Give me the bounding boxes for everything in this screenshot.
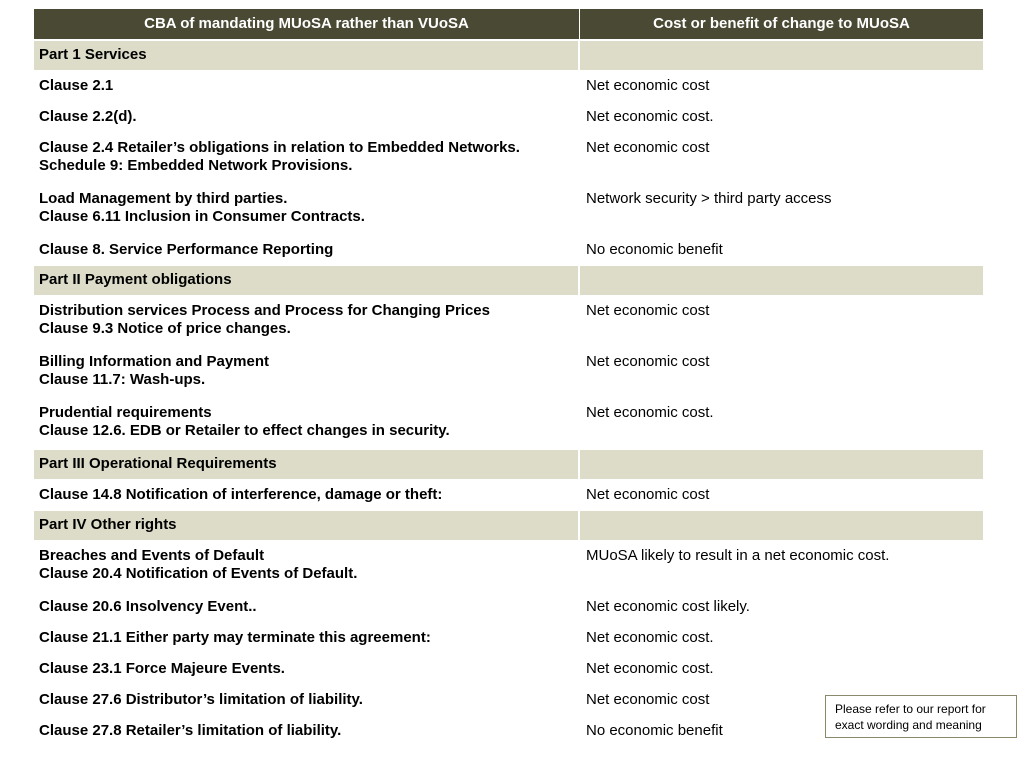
assessment-cell: Net economic cost.	[586, 629, 714, 646]
clause-text: Prudential requirements	[39, 404, 212, 421]
clause-cell	[34, 654, 580, 685]
section-blank	[580, 511, 983, 540]
table-row	[34, 592, 983, 623]
table-row	[34, 623, 983, 654]
section-title: Part III Operational Requirements	[34, 450, 580, 479]
assessment-cell: Net economic cost.	[586, 404, 714, 421]
section-header	[34, 266, 983, 296]
clause-text: Clause 20.6 Insolvency Event..	[39, 598, 257, 615]
table-row	[34, 480, 983, 511]
assessment-cell: Network security > third party access	[586, 190, 832, 207]
clause-text: Clause 9.3 Notice of price changes.	[39, 320, 291, 337]
clause-text: Clause 21.1 Either party may terminate this agreement:	[39, 629, 431, 646]
assessment-cell: No economic benefit	[586, 722, 723, 739]
clause-cell	[34, 235, 580, 266]
table-row	[34, 398, 983, 450]
clause-cell	[34, 623, 580, 654]
note-line: Please refer to our report for	[835, 702, 986, 716]
section-title: Part IV Other rights	[34, 511, 580, 540]
clause-text: Clause 27.8 Retailer’s limitation of liability.	[39, 722, 342, 739]
clause-text: Clause 20.4 Notification of Events of Default.	[39, 565, 358, 582]
cba-table	[34, 9, 983, 747]
clause-text: Clause 27.6 Distributor’s limitation of liability.	[39, 691, 363, 708]
table-header	[34, 9, 983, 41]
clause-text: Clause 14.8 Notification of interference, damage or theft:	[39, 486, 443, 503]
table-row	[34, 71, 983, 102]
clause-text: Clause 6.11 Inclusion in Consumer Contracts.	[39, 208, 365, 225]
clause-text: Clause 23.1 Force Majeure Events.	[39, 660, 285, 677]
table-row	[34, 541, 983, 592]
section-blank	[580, 41, 983, 70]
report-reference-note	[825, 695, 1017, 738]
assessment-cell: Net economic cost.	[586, 108, 714, 125]
assessment-cell: Net economic cost	[586, 691, 710, 708]
clause-text: Schedule 9: Embedded Network Provisions.	[39, 157, 353, 174]
note-line: exact wording and meaning	[835, 718, 982, 732]
assessment-cell: No economic benefit	[586, 241, 723, 258]
section-header	[34, 41, 983, 71]
assessment-cell: Net economic cost	[586, 486, 710, 503]
table-row	[34, 102, 983, 133]
clause-cell	[34, 296, 580, 347]
clause-cell	[34, 541, 580, 592]
section-title: Part II Payment obligations	[34, 266, 580, 295]
clause-text: Clause 12.6. EDB or Retailer to effect changes in security.	[39, 422, 450, 439]
clause-text: Distribution services Process and Process for Changing Prices	[39, 302, 490, 319]
header-cost-benefit-column: Cost or benefit of change to MUoSA	[653, 15, 910, 32]
clause-text: Clause 2.4 Retailer’s obligations in relation to Embedded Networks.	[39, 139, 520, 156]
clause-cell	[34, 71, 580, 102]
assessment-cell: Net economic cost likely.	[586, 598, 750, 615]
clause-text: Billing Information and Payment	[39, 353, 270, 370]
clause-cell	[34, 347, 580, 398]
clause-text: Load Management by third parties.	[39, 190, 288, 207]
clause-cell	[34, 184, 580, 235]
table-row	[34, 235, 983, 266]
table-row	[34, 654, 983, 685]
assessment-cell: MUoSA likely to result in a net economic cost.	[586, 547, 890, 564]
clause-cell	[34, 133, 580, 184]
section-blank	[580, 266, 983, 295]
section-header	[34, 450, 983, 480]
clause-cell	[34, 102, 580, 133]
assessment-cell: Net economic cost	[586, 353, 710, 370]
table-row	[34, 184, 983, 235]
assessment-cell: Net economic cost	[586, 139, 710, 156]
clause-text: Clause 11.7: Wash-ups.	[39, 371, 206, 388]
table-row	[34, 133, 983, 184]
header-clause-column: CBA of mandating MUoSA rather than VUoSA	[34, 8, 580, 40]
table-row	[34, 296, 983, 347]
clause-text: Clause 8. Service Performance Reporting	[39, 241, 334, 258]
clause-cell	[34, 685, 580, 716]
clause-cell	[34, 716, 580, 747]
section-title: Part 1 Services	[34, 41, 580, 70]
section-blank	[580, 450, 983, 479]
assessment-cell: Net economic cost	[586, 302, 710, 319]
table-row	[34, 347, 983, 398]
clause-cell	[34, 398, 580, 450]
assessment-cell: Net economic cost	[586, 77, 710, 94]
section-header	[34, 511, 983, 541]
assessment-cell: Net economic cost.	[586, 660, 714, 677]
clause-cell	[34, 592, 580, 623]
clause-text: Clause 2.2(d).	[39, 108, 137, 125]
clause-cell	[34, 480, 580, 511]
clause-text: Breaches and Events of Default	[39, 547, 265, 564]
clause-text: Clause 2.1	[39, 77, 114, 94]
